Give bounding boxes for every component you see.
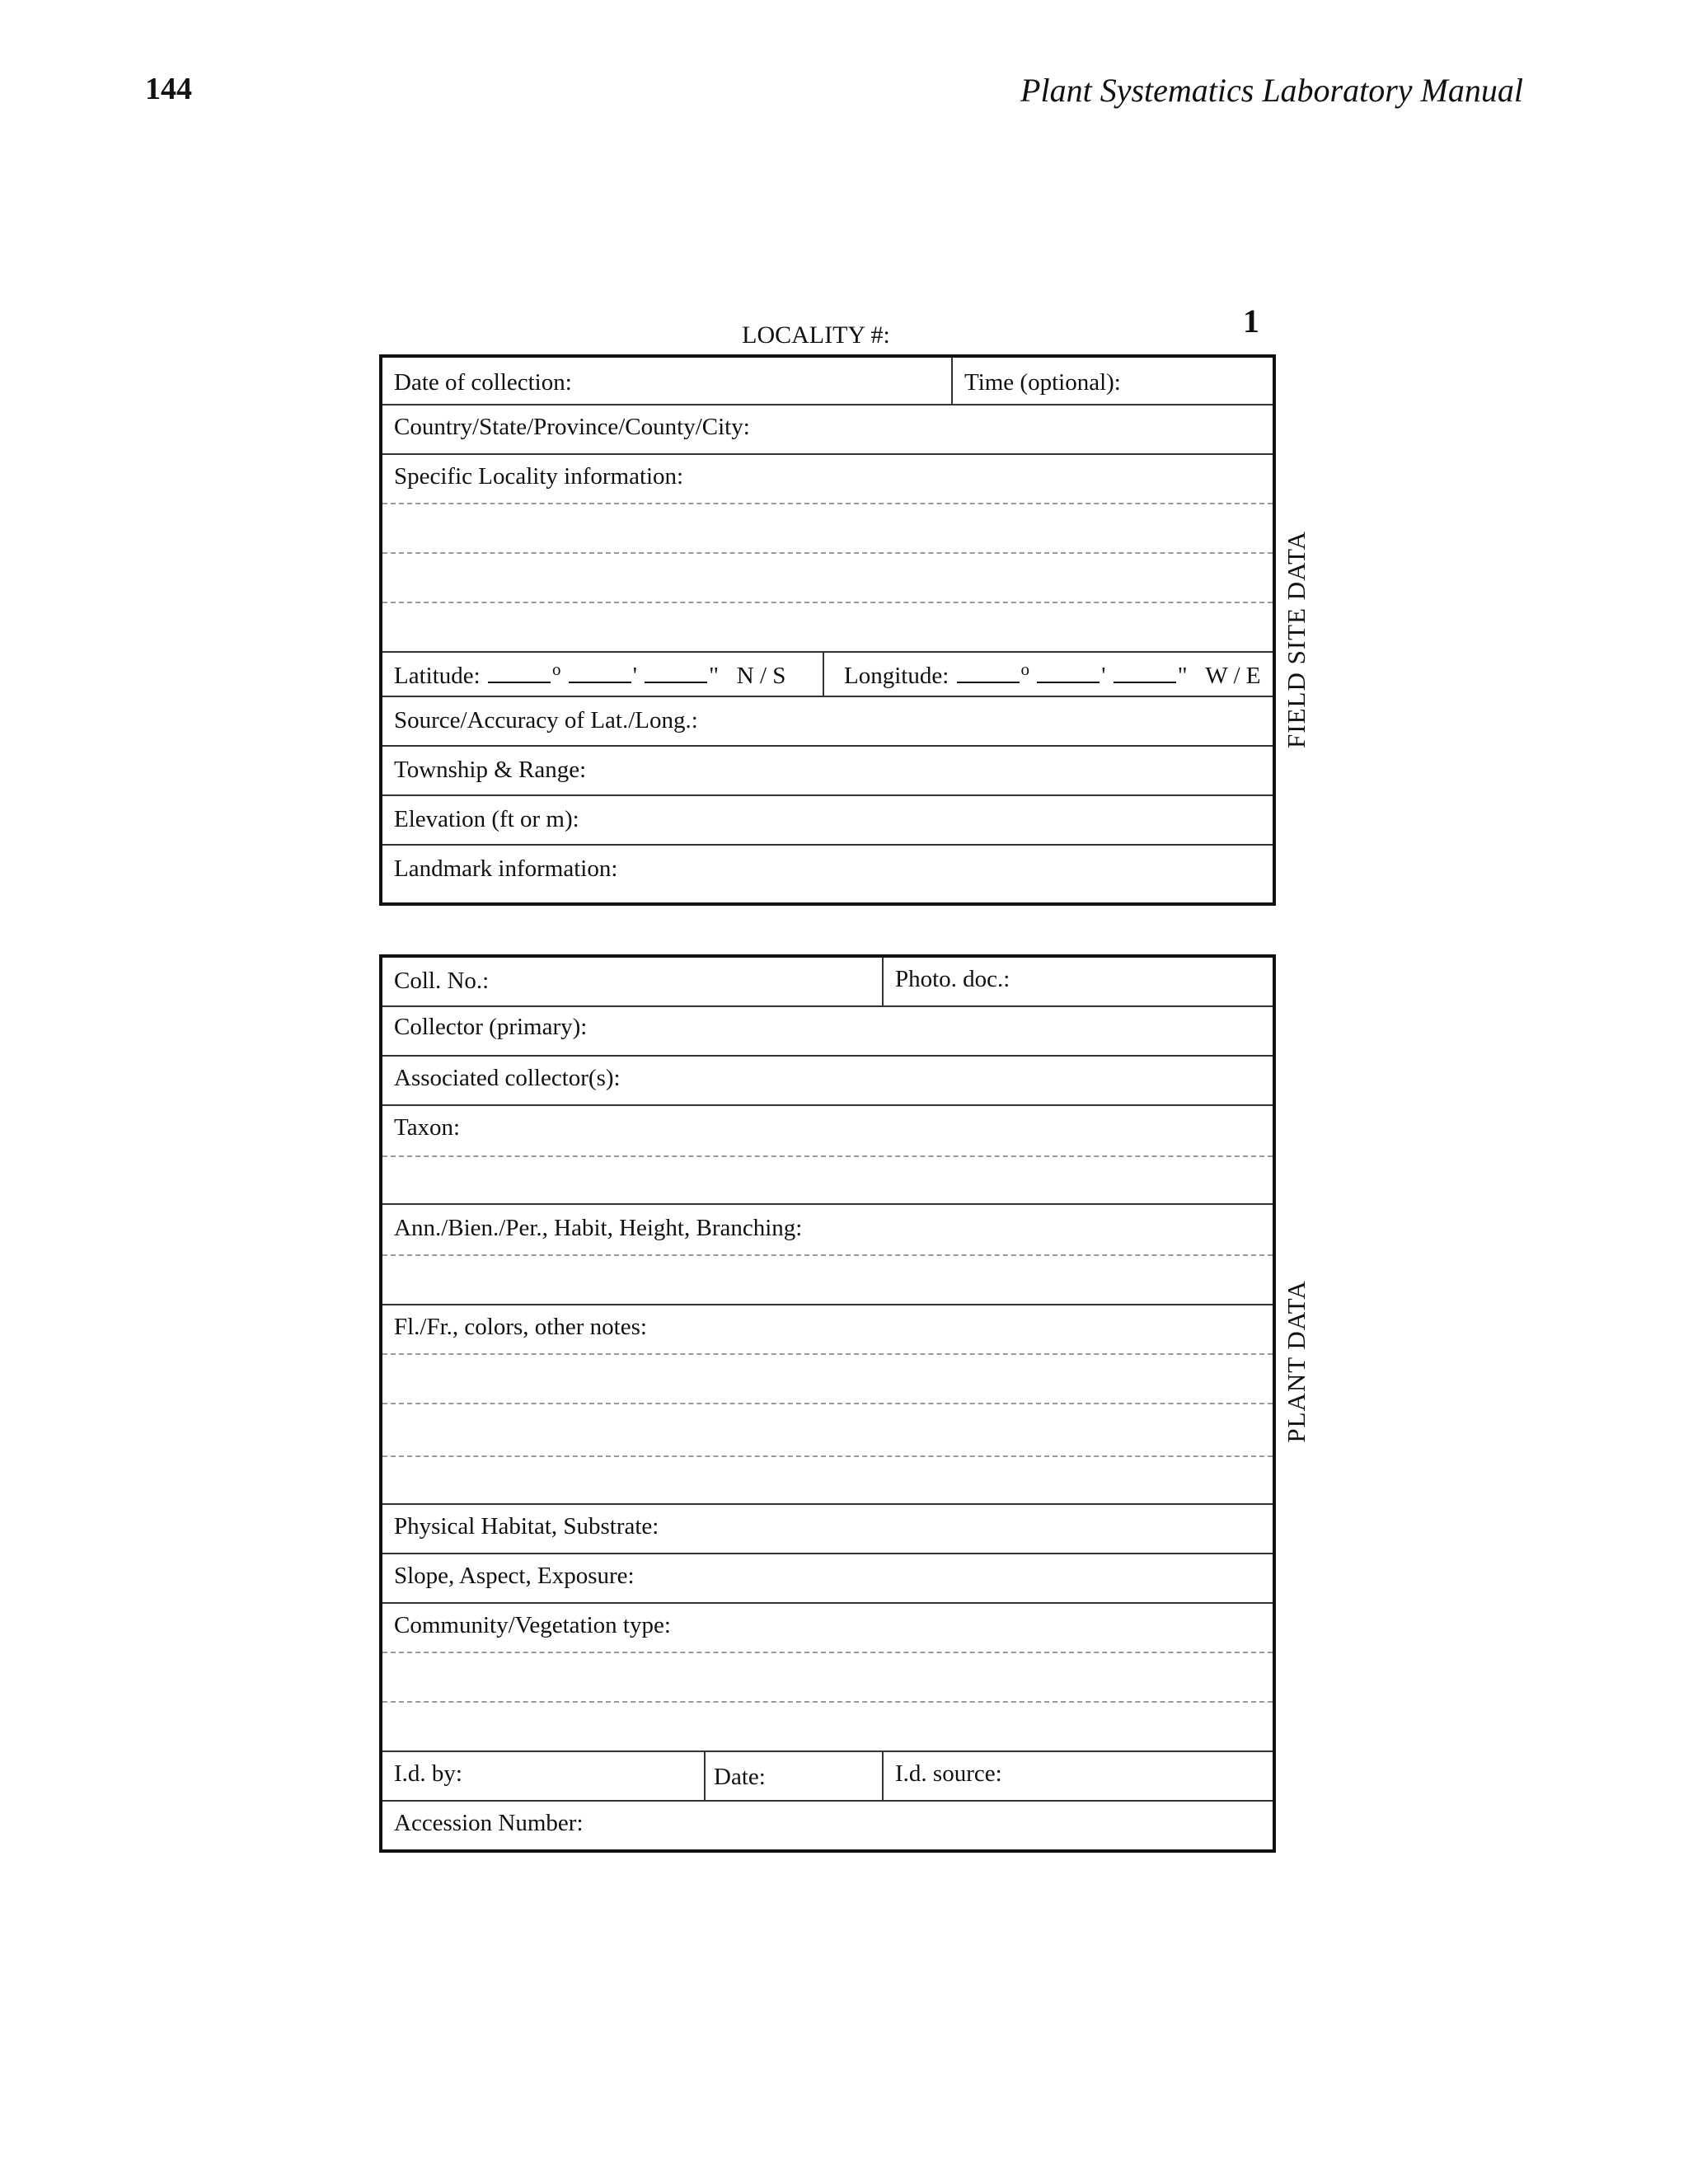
taxon-field[interactable] [382,1106,1273,1205]
country-field[interactable] [382,405,1273,455]
locality-label: LOCALITY #: [742,321,890,349]
dashed-line [382,503,1273,504]
source-accuracy-label: Source/Accuracy of Lat./Long.: [394,707,698,733]
date-time-row [382,358,1273,405]
associated-collectors-field[interactable] [382,1057,1273,1106]
id-by-field[interactable] [382,1752,706,1800]
community-field[interactable] [382,1604,1273,1752]
form-number: 1 [1243,302,1259,340]
flower-fruit-notes-label: Fl./Fr., colors, other notes: [394,1314,647,1340]
habitat-label: Physical Habitat, Substrate: [394,1513,659,1540]
photo-doc-label: Photo. doc.: [895,966,1010,992]
dashed-line [382,1353,1273,1355]
id-source-field[interactable] [884,1752,1273,1800]
dashed-line [382,1652,1273,1653]
slope-aspect-field[interactable] [382,1554,1273,1604]
dashed-line [382,1403,1273,1404]
dashed-line [382,602,1273,603]
specific-locality-field[interactable] [382,455,1273,653]
township-range-label: Township & Range: [394,757,587,783]
habit-field[interactable] [382,1205,1273,1305]
dashed-line [382,1455,1273,1457]
running-title: Plant Systematics Laboratory Manual [1020,72,1523,109]
id-source-label: I.d. source: [895,1760,1002,1787]
dashed-line [382,552,1273,554]
plant-data-box [379,954,1276,1853]
latitude-field[interactable] [382,653,824,696]
id-by-label: I.d. by: [394,1760,462,1787]
elevation-label: Elevation (ft or m): [394,806,579,832]
source-accuracy-field[interactable] [382,697,1273,747]
township-range-field[interactable] [382,747,1273,796]
id-date-field[interactable] [706,1752,884,1800]
accession-number-label: Accession Number: [394,1810,584,1836]
landmark-field[interactable] [382,846,1273,902]
landmark-label: Landmark information: [394,855,618,882]
field-site-data-label: FIELD SITE DATA [1282,531,1311,748]
date-of-collection-label: Date of collection: [394,369,572,396]
lat-long-row [382,653,1273,697]
longitude-entry: Longitude: $^o$ ' " W / E [844,659,1261,689]
specific-locality-label: Specific Locality information: [394,463,684,490]
date-of-collection-field[interactable] [382,358,953,404]
time-field[interactable] [953,358,1273,404]
dashed-line [382,1701,1273,1703]
we-indicator: W / E [1205,663,1261,689]
coll-no-label: Coll. No.: [394,968,490,994]
plant-data-label: PLANT DATA [1282,1280,1311,1443]
slope-aspect-label: Slope, Aspect, Exposure: [394,1563,635,1589]
longitude-field[interactable] [824,653,1273,696]
habit-label: Ann./Bien./Per., Habit, Height, Branching: [394,1215,803,1241]
dashed-line [382,1254,1273,1256]
flower-fruit-notes-field[interactable] [382,1305,1273,1505]
dashed-line [382,1155,1273,1157]
taxon-label: Taxon: [394,1114,461,1141]
ns-indicator: N / S [736,663,786,689]
time-label: Time (optional): [964,369,1121,396]
associated-collectors-label: Associated collector(s): [394,1065,621,1091]
identification-row [382,1752,1273,1802]
coll-photo-row [382,958,1273,1007]
community-label: Community/Vegetation type: [394,1612,671,1638]
elevation-field[interactable] [382,796,1273,846]
page-number: 144 [145,72,192,106]
photo-doc-field[interactable] [884,958,1273,1005]
coll-no-field[interactable] [382,958,884,1005]
id-date-label: Date: [714,1764,766,1790]
field-site-box [379,354,1276,906]
country-label: Country/State/Province/County/City: [394,414,750,440]
collector-field[interactable] [382,1007,1273,1057]
collector-label: Collector (primary): [394,1014,588,1040]
latitude-entry: Latitude: $^o$ ' " N / S [394,659,786,689]
habitat-field[interactable] [382,1505,1273,1554]
accession-number-field[interactable] [382,1802,1273,1849]
